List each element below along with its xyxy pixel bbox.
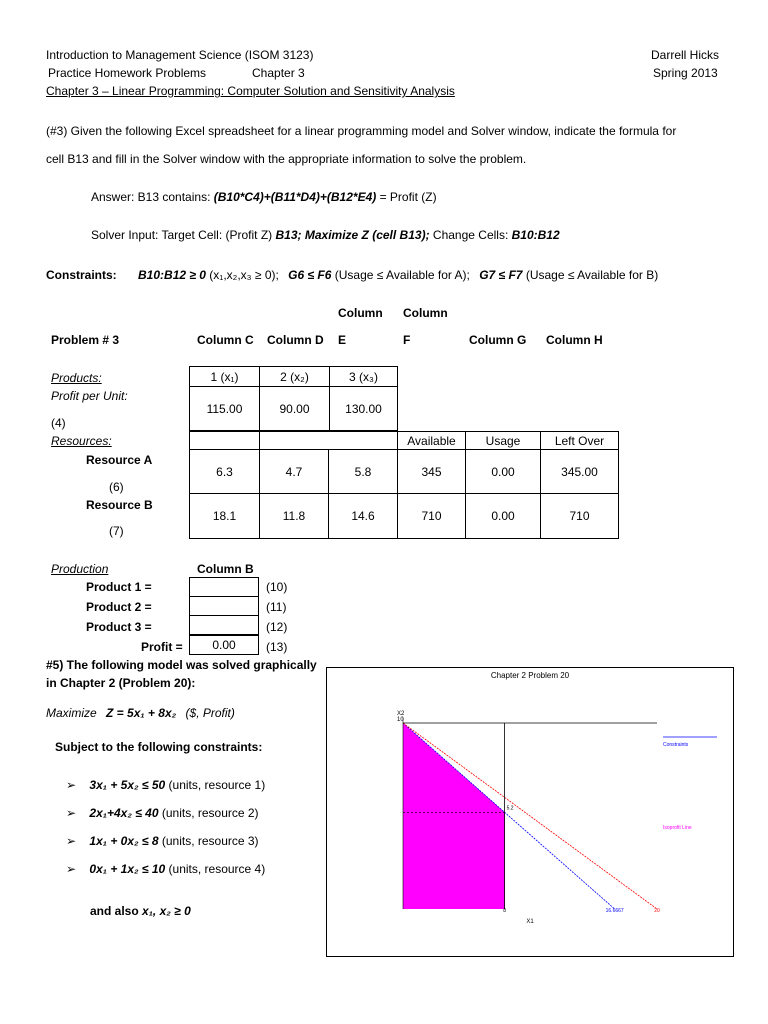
- chart-frame: [326, 667, 734, 957]
- feasible-region: [403, 723, 505, 909]
- maximize-label: Maximize: [46, 706, 97, 720]
- legend-constraints-label: Constraints: [663, 742, 689, 748]
- bullet-arrow-icon: ➢: [66, 778, 77, 792]
- products-label: Products:: [51, 371, 102, 385]
- constraint-row-1: [66, 778, 265, 792]
- bullet-arrow-icon: ➢: [66, 834, 77, 848]
- available-header: Available: [398, 432, 466, 450]
- res-b-leftover-cell[interactable]: 710: [541, 494, 619, 539]
- constraint-3-note: (Usage ≤ Available for B): [522, 268, 659, 282]
- x-tick-20: 20: [654, 908, 660, 914]
- author: Darrell Hicks: [651, 48, 720, 62]
- col-g-header: Column G: [469, 333, 527, 347]
- x-tick-16.6667: 16.6667: [605, 908, 624, 914]
- profit-2-cell[interactable]: 90.00: [260, 387, 330, 431]
- solver-mid: Change Cells:: [429, 228, 512, 242]
- product-3-cell[interactable]: [189, 615, 259, 635]
- resources-table: [189, 431, 619, 539]
- product-1-header: 1 (x₁): [190, 367, 260, 387]
- res-a-leftover-cell[interactable]: 345.00: [541, 450, 619, 494]
- res-b-usage-cell[interactable]: 0.00: [466, 494, 541, 539]
- product-2-cell[interactable]: [189, 596, 259, 616]
- answer-suffix: = Profit (Z): [376, 190, 437, 204]
- q5-line-1: #5) The following model was solved graphically: [46, 658, 317, 672]
- res-b-available-cell[interactable]: 710: [398, 494, 466, 539]
- left-over-header: Left Over: [541, 432, 619, 450]
- chart-svg: [327, 668, 733, 956]
- con1-note: (units, resource 1): [165, 778, 266, 792]
- row-6-label: (6): [109, 480, 124, 494]
- col-h-header: Column H: [546, 333, 603, 347]
- constraint-row-2: [66, 806, 259, 820]
- col-f-top: Column: [403, 306, 448, 320]
- row-11-label: (11): [266, 600, 287, 614]
- resources-label: Resources:: [51, 434, 112, 448]
- profit-3-cell[interactable]: 130.00: [330, 387, 398, 431]
- con2-note: (units, resource 2): [158, 806, 259, 820]
- col-e-header: E: [338, 333, 347, 347]
- usage-header: Usage: [466, 432, 541, 450]
- res-a-usage-cell[interactable]: 0.00: [466, 450, 541, 494]
- con4-expr: 0x₁ + 1x₂ ≤ 10: [89, 862, 166, 876]
- col-c-header: Column C: [197, 333, 254, 347]
- non-negativity: x₁, x₂ ≥ 0: [142, 904, 191, 918]
- col-e-top: Column: [338, 306, 383, 320]
- col-d-header: Column D: [267, 333, 324, 347]
- row-4-label: (4): [51, 416, 66, 430]
- profit-cell[interactable]: 0.00: [189, 635, 259, 655]
- res-a-d-cell[interactable]: 4.7: [260, 450, 329, 494]
- con3-expr: 1x₁ + 0x₂ ≤ 8: [89, 834, 159, 848]
- col-f-header: F: [403, 333, 411, 347]
- res-b-d-cell[interactable]: 11.8: [260, 494, 329, 539]
- doc-title: Chapter 3 – Linear Programming: Computer Solution and Sensitivity Analysis: [46, 84, 455, 98]
- answer-line: [91, 190, 437, 204]
- solver-cells: B10:B12: [511, 228, 560, 242]
- products-table: [189, 366, 398, 431]
- chart-title: Chapter 2 Problem 20: [490, 671, 570, 680]
- constraint-2: G6 ≤ F6: [288, 268, 332, 282]
- non-negativity-line: [90, 904, 191, 918]
- con3-note: (units, resource 3): [158, 834, 259, 848]
- resource-b-label: Resource B: [86, 498, 153, 512]
- column-b-label: Column B: [197, 562, 254, 576]
- product-3-header: 3 (x₃): [330, 367, 398, 387]
- con1-expr: 3x₁ + 5x₂ ≤ 50: [89, 778, 166, 792]
- x-tick-8: 8: [503, 908, 506, 914]
- objective-line: [46, 706, 235, 720]
- res-a-c-cell[interactable]: 6.3: [190, 450, 260, 494]
- res-a-available-cell[interactable]: 345: [398, 450, 466, 494]
- product-2-label: Product 2 =: [86, 600, 152, 614]
- also-prefix: and also: [90, 904, 143, 918]
- q3-text-1: (#3) Given the following Excel spreadsheet for a linear programming model and Solver window, indicate the formula for: [46, 124, 677, 138]
- profit-per-unit-label: Profit per Unit:: [51, 389, 128, 403]
- answer-prefix: Answer: B13 contains:: [91, 190, 214, 204]
- resource-a-label: Resource A: [86, 453, 153, 467]
- problem-label: Problem # 3: [51, 333, 120, 347]
- constraints-label: Constraints:: [46, 268, 117, 282]
- constraint-1-note: (x₁,x₂,x₃ ≥ 0);: [205, 268, 279, 282]
- q5-line-2: in Chapter 2 (Problem 20):: [46, 676, 196, 690]
- solver-line: [91, 228, 560, 242]
- res-b-c-cell[interactable]: 18.1: [190, 494, 260, 539]
- row-13-label: (13): [266, 640, 288, 654]
- constraint-row-3: [66, 834, 259, 848]
- y-tick-10: 10: [397, 717, 404, 723]
- solver-prefix: Solver Input: Target Cell: (Profit Z): [91, 228, 276, 242]
- term: Spring 2013: [653, 66, 718, 80]
- res-a-e-cell[interactable]: 5.8: [329, 450, 398, 494]
- profit-label: Profit =: [141, 640, 183, 654]
- constraint-row-4: [66, 862, 265, 876]
- bullet-arrow-icon: ➢: [66, 862, 77, 876]
- con4-note: (units, resource 4): [165, 862, 266, 876]
- product-2-header: 2 (x₂): [260, 367, 330, 387]
- resource-header-blank-1: [190, 432, 260, 450]
- bullet-arrow-icon: ➢: [66, 806, 77, 820]
- resource-header-blank-2: [260, 432, 398, 450]
- product-3-label: Product 3 =: [86, 620, 152, 634]
- product-1-label: Product 1 =: [86, 580, 152, 594]
- objective-function: Z = 5x₁ + 8x₂: [106, 706, 177, 720]
- constraints-line: [46, 268, 658, 282]
- legend-isoprofit-label: Isoprofit Line: [663, 825, 692, 831]
- subject-to-label: Subject to the following constraints:: [55, 740, 263, 754]
- solver-target: B13; Maximize Z (cell B13);: [275, 228, 430, 242]
- corner-label: 5.2: [506, 805, 514, 812]
- product-1-cell[interactable]: [189, 577, 259, 597]
- profit-1-cell[interactable]: 115.00: [190, 387, 260, 431]
- constraint-2-note: (Usage ≤ Available for A);: [331, 268, 470, 282]
- constraint-3: G7 ≤ F7: [479, 268, 523, 282]
- constraint-1: B10:B12 ≥ 0: [138, 268, 206, 282]
- answer-formula: (B10*C4)+(B11*D4)+(B12*E4): [213, 190, 377, 204]
- row-12-label: (12): [266, 620, 288, 634]
- row-7-label: (7): [109, 524, 124, 538]
- practice-label: Practice Homework Problems: [48, 66, 207, 80]
- res-b-e-cell[interactable]: 14.6: [329, 494, 398, 539]
- row-10-label: (10): [266, 580, 288, 594]
- q3-text-2: cell B13 and fill in the Solver window with the appropriate information to solve the problem.: [46, 152, 527, 166]
- production-label: Production: [51, 562, 109, 576]
- con2-expr: 2x₁+4x₂ ≤ 40: [89, 806, 159, 820]
- y-axis-label: X2: [397, 711, 405, 717]
- x-axis-label: X1: [526, 919, 534, 925]
- objective-note: ($, Profit): [185, 706, 235, 720]
- chapter-label: Chapter 3: [252, 66, 305, 80]
- course-title: Introduction to Management Science (ISOM 3123): [46, 48, 314, 62]
